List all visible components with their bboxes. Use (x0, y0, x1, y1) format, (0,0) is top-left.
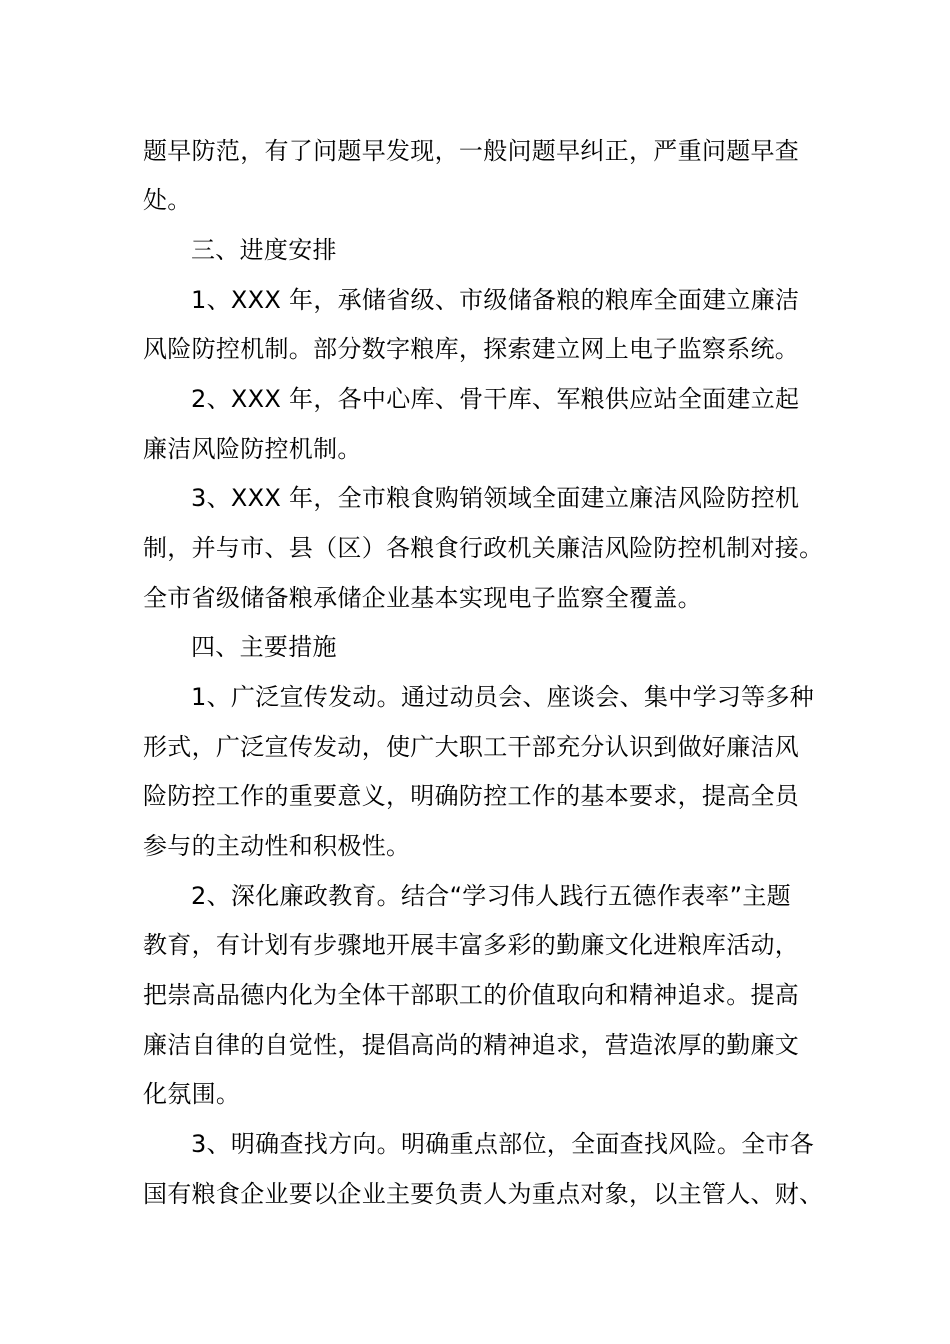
paragraph-line: 国有粮食企业要以企业主要负责人为重点对象，以主管人、财、 (143, 1180, 824, 1208)
paragraph-line: 3、明确查找方向。明确重点部位，全面查找风险。全市各 (191, 1130, 815, 1158)
paragraph-line: 参与的主动性和积极性。 (143, 832, 411, 860)
paragraph-line: 2、XXX 年，各中心库、骨干库、军粮供应站全面建立起 (191, 385, 800, 413)
paragraph-line: 廉洁风险防控机制。 (143, 435, 362, 463)
paragraph-line: 险防控工作的重要意义，明确防控工作的基本要求，提高全员 (143, 782, 800, 810)
paragraph-line: 2、深化廉政教育。结合“学习伟人践行五德作表率”主题 (191, 882, 791, 910)
paragraph-line: 题早防范，有了问题早发现，一般问题早纠正，严重问题早查 (143, 137, 800, 165)
paragraph-line: 教育，有计划有步骤地开展丰富多彩的勤廉文化进粮库活动， (143, 931, 800, 959)
paragraph-line: 1、XXX 年，承储省级、市级储备粮的粮库全面建立廉洁 (191, 286, 800, 314)
paragraph-line: 处。 (143, 186, 192, 214)
paragraph-line: 1、广泛宣传发动。通过动员会、座谈会、集中学习等多种 (191, 683, 815, 711)
paragraph-line: 形式，广泛宣传发动，使广大职工干部充分认识到做好廉洁风 (143, 733, 800, 761)
paragraph-line: 化氛围。 (143, 1080, 241, 1108)
section-heading: 三、进度安排 (191, 236, 337, 264)
paragraph-line: 3、XXX 年，全市粮食购销领域全面建立廉洁风险防控机 (191, 484, 800, 512)
paragraph-line: 制，并与市、县（区）各粮食行政机关廉洁风险防控机制对接。 (143, 534, 824, 562)
paragraph-line: 风险防控机制。部分数字粮库，探索建立网上电子监察系统。 (143, 335, 800, 363)
paragraph-line: 全市省级储备粮承储企业基本实现电子监察全覆盖。 (143, 584, 702, 612)
section-heading: 四、主要措施 (191, 633, 337, 661)
paragraph-line: 廉洁自律的自觉性，提倡高尚的精神追求，营造浓厚的勤廉文 (143, 1031, 800, 1059)
paragraph-line: 把崇高品德内化为全体干部职工的价值取向和精神追求。提高 (143, 981, 800, 1009)
